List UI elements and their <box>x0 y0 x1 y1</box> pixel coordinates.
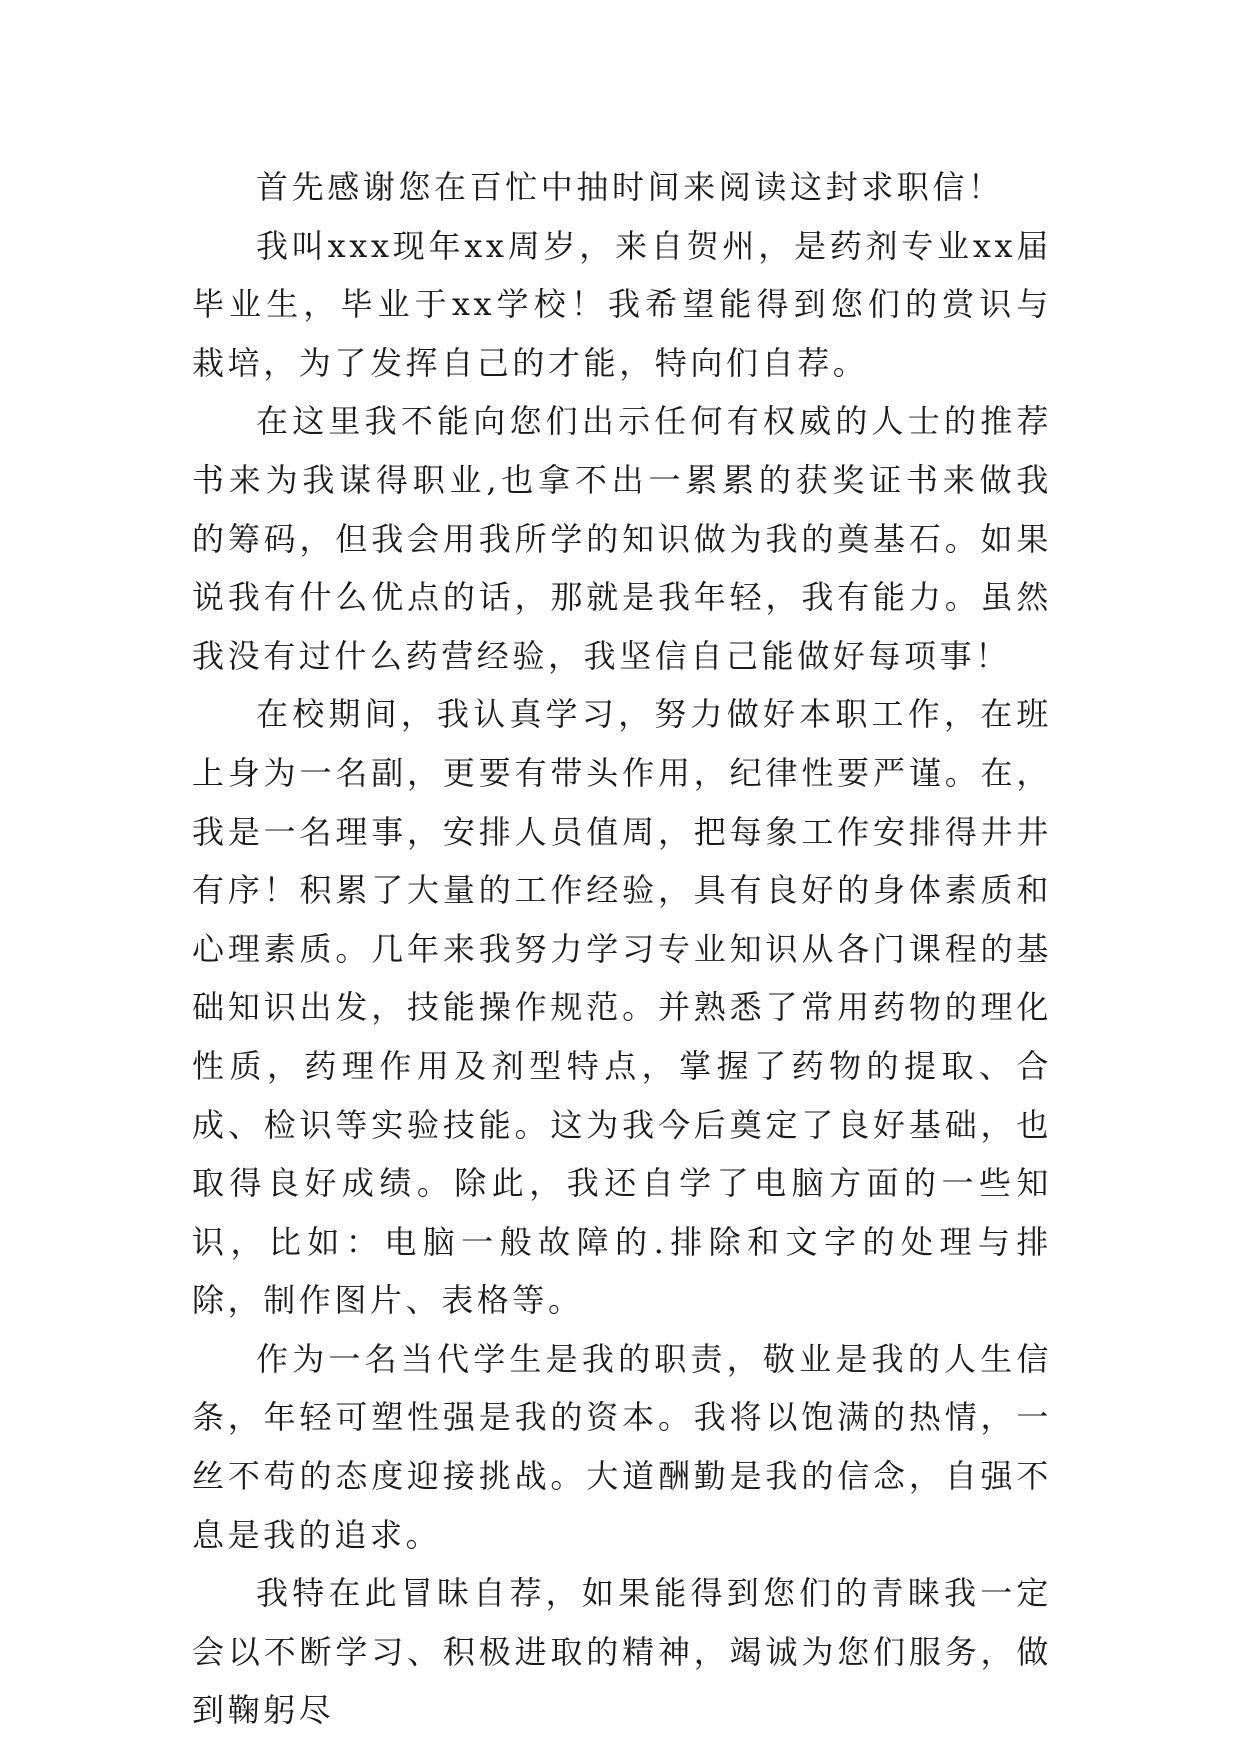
paragraph-values: 作为一名当代学生是我的职责，敬业是我的人生信条，年轻可塑性强是我的资本。我将以饱满的热情，一丝不苟的态度迎接挑战。大道酬勤是我的信念，自强不息是我的追求。 <box>192 1339 1052 1554</box>
letter-body <box>192 158 1052 1740</box>
paragraph-introduction: 我叫xxx现年xx周岁，来自贺州，是药剂专业xx届毕业生，毕业于xx学校！我希望能得到您们的赏识与栽培，为了发挥自己的才能，特向们自荐。 <box>192 226 1052 382</box>
paragraph-closing: 我特在此冒昧自荐，如果能得到您们的青睐我一定会以不断学习、积极进取的精神，竭诚为您们服务，做到鞠躬尽 <box>192 1574 1052 1730</box>
paragraph-self-statement: 在这里我不能向您们出示任何有权威的人士的推荐书来为我谋得职业,也拿不出一累累的获奖证书来做我的筹码，但我会用我所学的知识做为我的奠基石。如果说我有什么优点的话，那就是我年轻，我有能力。虽然我没有过什么药营经验，我坚信自己能做好每项事！ <box>192 402 1052 675</box>
paragraph-school-experience: 在校期间，我认真学习，努力做好本职工作，在班上身为一名副，更要有带头作用，纪律性要严谨。在，我是一名理事，安排人员值周，把每象工作安排得井井有序！积累了大量的工作经验，具有良好的身体素质和心理素质。几年来我努力学习专业知识从各门课程的基础知识出发，技能操作规范。并熟悉了常用药物的理化性质，药理作用及剂型特点，掌握了药物的提取、合成、检识等实验技能。这为我今后奠定了良好基础，也取得良好成绩。除此，我还自学了电脑方面的一些知识，比如：电脑一般故障的.排除和文字的处理与排除，制作图片、表格等。 <box>192 695 1052 1320</box>
paragraph-greeting: 首先感谢您在百忙中抽时间来阅读这封求职信！ <box>256 168 1004 206</box>
